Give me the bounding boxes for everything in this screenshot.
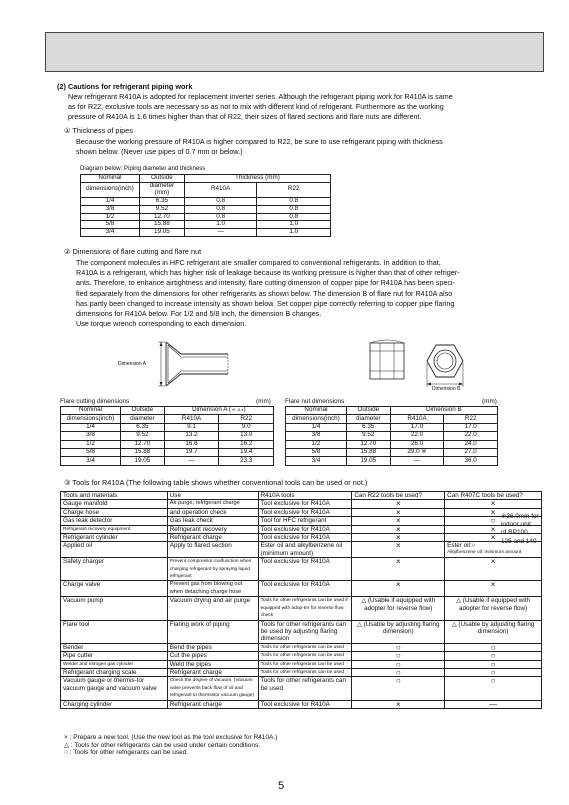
cell: × (445, 525, 542, 533)
cell: Refrigerant cylinder (61, 534, 168, 542)
cell: 3/4 (286, 457, 347, 465)
cell: ○ (352, 668, 445, 676)
cell: 1/4 (286, 423, 347, 431)
cell: 9.52 (120, 432, 164, 440)
cell: Tools for other refrigerants can be used (258, 652, 352, 660)
cell: 5/8 (286, 448, 347, 456)
note-line: 125 and 140 (501, 537, 537, 545)
cell: Gauge manifold (61, 500, 168, 508)
table-row (61, 700, 542, 708)
cell: 0.8 (184, 197, 257, 205)
flare-line: fied separately from the dimensions for other refrigerants as shown below. The dimension B of flare nut for R410A also (76, 288, 453, 298)
table-row (61, 432, 274, 440)
cell: Ester oil and alkylbenzene oil (minimum amount) (258, 542, 352, 558)
table-row (61, 581, 542, 597)
cell: 0.8 (257, 205, 331, 213)
cell: 19.7 (164, 448, 219, 456)
cell: 6.35 (139, 197, 184, 205)
note-line: indoor unit (501, 521, 531, 529)
cell: 9.52 (139, 205, 184, 213)
cell: — (164, 457, 219, 465)
cell: Refrigerant charging scale (61, 668, 168, 676)
cell: 1/4 (61, 423, 121, 431)
table-row (61, 660, 542, 668)
cell: Tools for other refrigerants can be used (258, 668, 352, 676)
table-row (286, 457, 498, 465)
r407c-value: Ester oil:○ (447, 542, 476, 550)
col-dimensions: dimensions(inch) (286, 415, 347, 423)
table-row (81, 197, 331, 205)
cell: × (352, 534, 445, 542)
cell: Tool exclusive for R410A (258, 500, 352, 508)
nut-unit: (mm) (482, 398, 497, 405)
cell: Refrigerant recovery equipment (61, 525, 168, 533)
cell: Prevent gas from blowing out when detaching charge hose (167, 581, 258, 597)
cell: 5/8 (81, 221, 140, 229)
table-row (61, 542, 542, 558)
dimension-a-label: Dimension A (118, 361, 147, 367)
cell: △ (Usable if equipped with adopter for reverse flow) (352, 597, 445, 620)
cell: Tools for other refrigerants can be used (258, 677, 352, 700)
cell: ○ (445, 652, 542, 660)
col-r410a: R410A (164, 415, 219, 423)
col-outside: Outside (139, 175, 184, 183)
cell: 3/8 (61, 432, 121, 440)
cell: ○ (352, 660, 445, 668)
dimension-b-label: Dimension B (432, 386, 461, 392)
note-line: of RP100, (501, 529, 530, 537)
cell: 3/4 (81, 229, 140, 237)
legend-circle: ○ : Tools for other refrigerants can be used. (64, 749, 189, 756)
cell: Tool exclusive for R410A (258, 581, 352, 597)
pipe-thickness-table (80, 174, 331, 237)
table-row (286, 423, 498, 431)
col-nominal: Nominal (286, 407, 347, 415)
cell: 1/4 (81, 197, 140, 205)
cell: 0.8 (257, 197, 331, 205)
cell: 1.0 (184, 221, 257, 229)
cell: Apply to flared section (167, 542, 258, 558)
cell: 23.3 (219, 457, 274, 465)
cell: △ (Usable if equipped with adopter for reverse flow) (445, 597, 542, 620)
cell: 16.2 (219, 440, 274, 448)
cell: ○ (445, 677, 542, 700)
thickness-caption: Diagram below: Piping diameter and thickness (80, 165, 206, 172)
dimension-a-header: Dimension A ( (192, 406, 231, 414)
tools-title: ③ Tools for R410A (The following table shows whether conventional tools can be used or not.) (64, 478, 368, 487)
col-r22: R22 (444, 415, 498, 423)
cell: ○ (445, 668, 542, 676)
header-bar (45, 32, 544, 72)
cell: Flaring work of piping (167, 620, 258, 643)
col-nominal: Nominal (61, 407, 121, 415)
cell: 29.0 ※ (390, 448, 444, 456)
table-row (61, 508, 542, 516)
cell: 16.6 (164, 440, 219, 448)
cell: Refrigerant recovery (167, 525, 258, 533)
legend-cross: × : Prepare a new tool. (Use the new tool as the tool exclusive for R410A.) (64, 734, 278, 741)
cell: 13.2 (164, 432, 219, 440)
cell: Refrigerant charge (167, 534, 258, 542)
cell: Tool for HFC refrigerant (258, 517, 352, 525)
cell: × (352, 581, 445, 597)
tools-table (60, 491, 542, 709)
cell: and operation check (167, 508, 258, 516)
cell: Gas leak detector (61, 517, 168, 525)
table-row (61, 534, 542, 542)
table-row (81, 229, 331, 237)
table-row (61, 423, 274, 431)
cell: Flare tool (61, 620, 168, 643)
cell: Check the degree of vacuum. (Vacuum valve prevents back flow of oil and refrigerant to thermistor vacuum gauge) (167, 677, 258, 700)
cell: Vacuum pump (61, 597, 168, 620)
cell: × (352, 508, 445, 516)
cell: 9.52 (346, 432, 390, 440)
table-row (61, 677, 542, 700)
cell: 1/2 (286, 440, 347, 448)
cell: × (352, 525, 445, 533)
table-row (286, 448, 498, 456)
table-row (61, 620, 542, 643)
col-diameter: diameter (346, 415, 390, 423)
cell: 5/8 (61, 448, 121, 456)
cell: Gas leak check (167, 517, 258, 525)
cell: 3/8 (286, 432, 347, 440)
cell: 9.1 (164, 423, 219, 431)
cell: 9.0 (219, 423, 274, 431)
cell: — (184, 229, 257, 237)
cell: Welder and nitrogen gas cylinder (61, 660, 168, 668)
cell: 19.4 (219, 448, 274, 456)
cell: 17.0 (444, 423, 498, 431)
cell: △ (Usable by adjusting flaring dimension) (352, 620, 445, 643)
table-row (61, 448, 274, 456)
tolerance-mark: +0 -0.4 (230, 407, 244, 413)
table-row (61, 440, 274, 448)
table-row (286, 432, 498, 440)
cell: 12.70 (120, 440, 164, 448)
intro-line: New refrigerant R410A is adopted for replacement inverter series. Although the refrigerant piping work for R410A is same (68, 92, 453, 101)
cell (445, 542, 542, 558)
cell: 0.8 (184, 205, 257, 213)
thickness-line: shown below. (Never use pipes of 0.7 mm or below.) (76, 147, 243, 157)
cell: 15.88 (120, 448, 164, 456)
col-r22: R22 (219, 415, 274, 423)
legend-triangle: △ : Tools for other refrigerants can be used under certain conditions. (64, 742, 261, 749)
col-dimensions: dimensions(inch) (61, 415, 121, 423)
cell: 22.0 (390, 432, 444, 440)
cell: Tool exclusive for R410A (258, 700, 352, 708)
cell: △ (Usable by adjusting flaring dimension) (445, 620, 542, 643)
flare-line: dimensions for R410A below. For 1/2 and 5/8 inch, the dimension B changes. (76, 309, 322, 319)
cell: Refrigerant charge (167, 668, 258, 676)
flare-line: R410A is a refrigerant, which has higher risk of leakage because its working pressure is higher than that of other refriger- (76, 268, 460, 278)
cell: 13.0 (219, 432, 274, 440)
cell: 3/4 (61, 457, 121, 465)
flare-line: has partly been changed to increase intensity as shown below. Set copper pipe correctly referring to copper pipe flaring (76, 298, 455, 308)
table-row (61, 652, 542, 660)
cutting-unit: (mm) (256, 398, 271, 405)
cell: × (445, 581, 542, 597)
cell: — (390, 457, 444, 465)
flare-nut-table (285, 406, 498, 466)
flare-line: The component molecules in HFC refrigerant are smaller compared to conventional refrigerants. In addition to that, (76, 258, 441, 267)
cell: Charge valve (61, 581, 168, 597)
col-r22-usable: Can R22 tools be used? (352, 492, 445, 500)
thickness-text (76, 137, 541, 157)
intro-paragraph (68, 92, 540, 123)
cell: 0.8 (184, 213, 257, 221)
cell: — (445, 700, 542, 708)
col-r22: R22 (257, 182, 331, 197)
cell: 19.05 (346, 457, 390, 465)
cell: 3/8 (81, 205, 140, 213)
cell: 12.70 (346, 440, 390, 448)
cell: × (352, 517, 445, 525)
cell: 19.05 (120, 457, 164, 465)
col-dimension-b: Dimension B (390, 407, 497, 415)
cell: × (352, 500, 445, 508)
cell: Vacuum gauge or thermis-tor vacuum gauge and vacuum valve (61, 677, 168, 700)
flare-line: ants. Therefore, to enhance airtightness and intensity, flare cutting dimension of copper pipe for R410A has been speci- (76, 278, 455, 288)
cell: × (352, 558, 445, 581)
cell: Weld the pipes (167, 660, 258, 668)
cell: ○ (445, 643, 542, 651)
col-r410a-tools: R410A tools (258, 492, 352, 500)
cell: Vacuum drying and air purge (167, 597, 258, 620)
dimension-a-close: ) (243, 406, 246, 414)
cell: 36.0 (444, 457, 498, 465)
cell: 1/2 (81, 213, 140, 221)
cutting-caption: Flare cutting dimensions (60, 398, 130, 405)
cell: Pipe cutter (61, 652, 168, 660)
cell: 26.0 (390, 440, 444, 448)
cell: × (445, 558, 542, 581)
cell: Applied oil (61, 542, 168, 558)
intro-line: pressure of R410A is 1.6 times higher than that of R22, their sizes of flared sections and flare nuts are different. (68, 112, 422, 122)
cell: 1.0 (257, 229, 331, 237)
cell: ○ (352, 677, 445, 700)
cell: Cut the pipes (167, 652, 258, 660)
cell: ○ (445, 660, 542, 668)
r407c-extra: Alkylbenzene oil: minimum amount (447, 549, 522, 555)
col-dimension-a (164, 407, 273, 415)
cell: 1/2 (61, 440, 121, 448)
table-row (61, 597, 542, 620)
table-row (61, 457, 274, 465)
table-row (61, 668, 542, 676)
legend (64, 734, 277, 756)
note-line: ※36.0mm for (501, 513, 539, 520)
cell: 19.05 (139, 229, 184, 237)
cell: × (352, 542, 445, 558)
col-r410a: R410A (184, 182, 257, 197)
cell: ○ (445, 517, 542, 525)
col-outside: Outside (120, 407, 164, 415)
cell: 24.0 (444, 440, 498, 448)
col-r407c-usable: Can R407C tools be used? (445, 492, 542, 500)
cell: Tool exclusive for R410A (258, 534, 352, 542)
cell: × (352, 700, 445, 708)
cell: Tool exclusive for R410A (258, 508, 352, 516)
col-outside: Outside (346, 407, 390, 415)
cell: Bend the pipes (167, 643, 258, 651)
cell: 22.0 (444, 432, 498, 440)
cell: 6.35 (120, 423, 164, 431)
col-r410a: R410A (390, 415, 444, 423)
flare-line: Use torque wrench corresponding to each dimension. (76, 319, 247, 329)
table-row (81, 205, 331, 213)
cell: 27.0 (444, 448, 498, 456)
cell: ○ (352, 643, 445, 651)
cell: Bender (61, 643, 168, 651)
cell: × (445, 500, 542, 508)
flare-title: ② Dimensions of flare cutting and flare nut (64, 247, 202, 256)
cell: Tools for other refrigerants can be used (258, 643, 352, 651)
cell: Tool exclusive for R410A (258, 525, 352, 533)
thickness-title: ① Thickness of pipes (64, 126, 133, 135)
cell: Charging cylinder (61, 700, 168, 708)
col-tools: Tools and materials (61, 492, 168, 500)
nut-caption: Flare nut dimensions (285, 398, 345, 405)
col-thickness: Thickness (mm) (184, 175, 330, 183)
cell: 15.88 (139, 221, 184, 229)
col-diameter: diameter (120, 415, 164, 423)
cell: 6.35 (346, 423, 390, 431)
table-row (61, 558, 542, 581)
cell: Refrigerant charge (167, 700, 258, 708)
table-row (61, 517, 542, 525)
cell: Prevent compressor malfunction when charging refrigerant by spraying liquid refrigerant (167, 558, 258, 581)
table-row (61, 643, 542, 651)
cell: Tools for other refrigerants can be used by adjusting flaring dimension (258, 620, 352, 643)
col-dimensions: dimensions(inch) (81, 182, 140, 197)
thickness-line: Because the working pressure of R410A is higher compared to R22, be sure to use refrigerant piping with thickness (76, 137, 443, 146)
page-number: 5 (278, 780, 285, 792)
cell: 15.88 (346, 448, 390, 456)
flare-cutting-table (60, 406, 274, 466)
col-use: Use (167, 492, 258, 500)
col-nominal: Nominal (81, 175, 140, 183)
cell: Charge hose (61, 508, 168, 516)
cell: 1.0 (257, 221, 331, 229)
table-row (61, 500, 542, 508)
cell: 17.0 (390, 423, 444, 431)
flare-nut-diagram (362, 333, 482, 393)
section-title: (2) Cautions for refrigerant piping work (57, 82, 193, 91)
cell: 0.8 (257, 213, 331, 221)
cell: Safety charger (61, 558, 168, 581)
intro-line: as for R22, exclusive tools are necessary so as not to mix with different kind of refrigerant. Furthermore as the working (68, 102, 444, 112)
flare-text (76, 258, 544, 329)
col-diameter: diameter (mm) (139, 182, 184, 197)
cell: × (445, 508, 542, 516)
cell: Tools for other refrigerants can be used (258, 660, 352, 668)
cell: ○ (352, 652, 445, 660)
cell: 12.70 (139, 213, 184, 221)
cell: × (445, 534, 542, 542)
cell: Tool exclusive for R410A (258, 558, 352, 581)
cell: Tools for other refrigerants can be used if equipped with adop-ter for reverse flow check (258, 597, 352, 620)
table-row (286, 440, 498, 448)
table-row (61, 525, 542, 533)
cell: Air purge, refrigerant charge (167, 500, 258, 508)
